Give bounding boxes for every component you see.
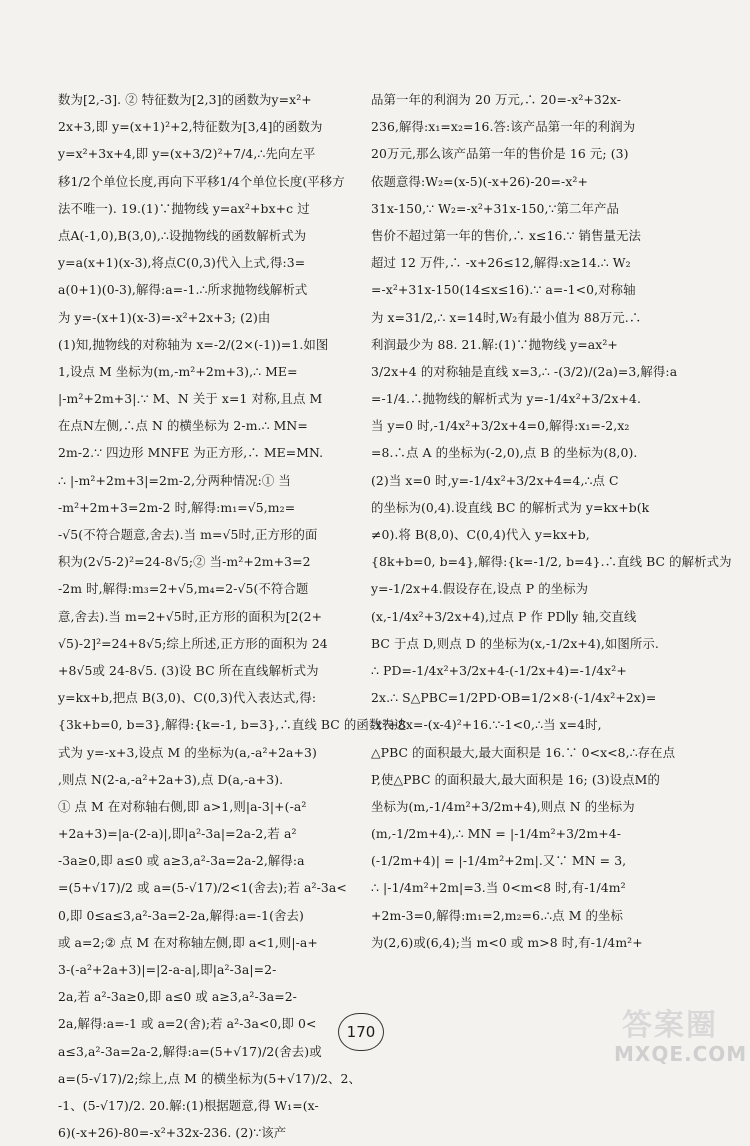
text-line: a≤3,a²-3a=2a-2,解得:a=(5+√17)/2(舍去)或 xyxy=(58,1043,322,1059)
text-line: 20万元,那么该产品第一年的售价是 16 元; (3) xyxy=(371,146,629,162)
text-line: 0,即 0≤a≤3,a²-3a=2-2a,解得:a=-1(舍去) xyxy=(58,907,304,923)
text-line: 的坐标为(0,4).设直线 BC 的解析式为 y=kx+b(k xyxy=(371,499,650,515)
text-line: 2x+3,即 y=(x+1)²+2,特征数为[3,4]的函数为 xyxy=(58,119,323,135)
text-line: -x²+8x=-(x-4)²+16.∵-1<0,∴当 x=4时, xyxy=(371,717,602,733)
text-line: 当 y=0 时,-1/4x²+3/2x+4=0,解得:x₁=-2,x₂ xyxy=(371,418,630,434)
text-line: (2)当 x=0 时,y=-1/4x²+3/2x+4=4,∴点 C xyxy=(371,472,619,488)
text-line: =-1/4.∴抛物线的解析式为 y=-1/4x²+3/2x+4. xyxy=(371,391,642,407)
text-line: 式为 y=-x+3,设点 M 的坐标为(a,-a²+2a+3) xyxy=(58,744,317,760)
watermark-logo xyxy=(600,1000,748,1070)
text-line: =-x²+31x-150(14≤x≤16).∵ a=-1<0,对称轴 xyxy=(371,282,636,298)
text-line: =8.∴点 A 的坐标为(-2,0),点 B 的坐标为(8,0). xyxy=(371,445,638,461)
text-line: ∴ |-m²+2m+3|=2m-2,分两种情况:① 当 xyxy=(58,472,291,488)
text-line: 数为[2,-3]. ② 特征数为[2,3]的函数为y=x²+ xyxy=(58,92,312,107)
text-line: 利润最少为 88. 21.解:(1)∵抛物线 y=ax²+ xyxy=(371,336,618,352)
text-line: =(5+√17)/2 或 a=(5-√17)/2<1(舍去);若 a²-3a< xyxy=(58,880,347,896)
text-line: 3-(-a²+2a+3)|=|2-a-a|,即|a²-3a|=2- xyxy=(58,962,277,977)
text-line: 坐标为(m,-1/4m²+3/2m+4),则点 N 的坐标为 xyxy=(371,798,635,814)
text-line: |-m²+2m+3|.∵ M、N 关于 x=1 对称,且点 M xyxy=(58,391,323,407)
text-line: √5)-2]²=24+8√5;综上所述,正方形的面积为 24 xyxy=(58,635,328,651)
text-line: 在点N左侧,∴点 N 的横坐标为 2-m.∴ MN= xyxy=(58,418,308,434)
text-line: (x,-1/4x²+3/2x+4),过点 P 作 PD∥y 轴,交直线 xyxy=(371,608,637,624)
text-line: 31x-150,∵ W₂=-x²+31x-150,∵第二年产品 xyxy=(371,200,619,216)
text-line: 2x.∴ S△PBC=1/2PD·OB=1/2×8·(-1/4x²+2x)= xyxy=(371,690,657,706)
text-line: ∴ PD=-1/4x²+3/2x+4-(-1/2x+4)=-1/4x²+ xyxy=(371,662,627,678)
text-line: a=(5-√17)/2;综上,点 M 的横坐标为(5+√17)/2、2、 xyxy=(58,1070,361,1086)
text-line: BC 于点 D,则点 D 的坐标为(x,-1/2x+4),如图所示. xyxy=(371,635,659,651)
text-line: (-1/2m+4)| = |-1/4m²+2m|.又∵ MN = 3, xyxy=(371,853,627,869)
text-line: +2a+3)=|a-(2-a)|,即|a²-3a|=2a-2,若 a² xyxy=(58,826,297,842)
text-line: 积为(2√5-2)²=24-8√5;② 当-m²+2m+3=2 xyxy=(58,554,311,570)
text-line: {8k+b=0, b=4},解得:{k=-1/2, b=4}.∴直线 BC 的解析式为 xyxy=(371,554,732,570)
text-line: 移1/2个单位长度,再向下平移1/4个单位长度(平移方 xyxy=(58,173,345,189)
text-line: ∴ |-1/4m²+2m|=3.当 0<m<8 时,有-1/4m² xyxy=(371,880,626,896)
text-line: y=x²+3x+4,即 y=(x+3/2)²+7/4,∴先向左平 xyxy=(58,146,316,162)
text-line: 2a,若 a²-3a≥0,即 a≤0 或 a≥3,a²-3a=2- xyxy=(58,989,297,1005)
watermark-text-bottom: MXQE.COM xyxy=(614,1042,748,1066)
text-line: 超过 12 万件,∴ -x+26≤12,解得:x≥14.∴ W₂ xyxy=(371,255,631,271)
right-column xyxy=(371,86,732,956)
text-line: a(0+1)(0-3),解得:a=-1.∴所求抛物线解析式 xyxy=(58,282,308,298)
text-line: -1、(5-√17)/2. 20.解:(1)根据题意,得 W₁=(x- xyxy=(58,1097,319,1113)
text-line: {3k+b=0, b=3},解得:{k=-1, b=3},∴直线 BC 的函数表达 xyxy=(58,717,407,733)
text-line: -3a≥0,即 a≤0 或 a≥3,a²-3a=2a-2,解得:a xyxy=(58,853,305,869)
text-line: 为(2,6)或(6,4);当 m<0 或 m>8 时,有-1/4m²+ xyxy=(371,934,643,950)
text-line: P,使△PBC 的面积最大,最大面积是 16; (3)设点M的 xyxy=(371,771,660,787)
text-line: ≠0).将 B(8,0)、C(0,4)代入 y=kx+b, xyxy=(371,527,590,542)
text-line: 售价不超过第一年的售价,∴ x≤16.∵ 销售量无法 xyxy=(371,227,642,243)
text-line: △PBC 的面积最大,最大面积是 16.∵ 0<x<8,∴存在点 xyxy=(371,744,676,760)
text-line: 1,设点 M 坐标为(m,-m²+2m+3),∴ ME= xyxy=(58,363,298,379)
page-number: 170 xyxy=(338,1013,384,1051)
text-line: 为 y=-(x+1)(x-3)=-x²+2x+3; (2)由 xyxy=(58,309,271,325)
watermark-text-top: 答案圈 xyxy=(622,1008,718,1043)
text-line: 236,解得:x₁=x₂=16.答:该产品第一年的利润为 xyxy=(371,119,636,135)
text-line: 2a,解得:a=-1 或 a=2(舍);若 a²-3a<0,即 0< xyxy=(58,1016,317,1032)
text-line: y=a(x+1)(x-3),将点C(0,3)代入上式,得:3= xyxy=(58,255,306,271)
text-line: (m,-1/2m+4),∴ MN = |-1/4m²+3/2m+4- xyxy=(371,826,621,842)
text-line: 品第一年的利润为 20 万元,∴ 20=-x²+32x- xyxy=(371,92,622,107)
text-line: 6)(-x+26)-80=-x²+32x-236. (2)∵该产 xyxy=(58,1125,287,1141)
text-line: 意,舍去).当 m=2+√5时,正方形的面积为[2(2+ xyxy=(58,608,323,624)
text-line: +2m-3=0,解得:m₁=2,m₂=6.∴点 M 的坐标 xyxy=(371,907,623,923)
text-line: 3/2x+4 的对称轴是直线 x=3,∴ -(3/2)/(2a)=3,解得:a xyxy=(371,363,678,379)
text-line: ,则点 N(2-a,-a²+2a+3),点 D(a,-a+3). xyxy=(58,771,284,787)
text-line: (1)知,抛物线的对称轴为 x=-2/(2×(-1))=1.如图 xyxy=(58,336,329,352)
text-line: ① 点 M 在对称轴右侧,即 a>1,则|a-3|+(-a² xyxy=(58,798,307,814)
text-line: 点A(-1,0),B(3,0),∴设抛物线的函数解析式为 xyxy=(58,227,307,243)
text-line: 法不唯一). 19.(1)∵抛物线 y=ax²+bx+c 过 xyxy=(58,200,310,216)
text-line: 2m-2.∵ 四边形 MNFE 为正方形,∴ ME=MN. xyxy=(58,445,324,461)
text-line: -m²+2m+3=2m-2 时,解得:m₁=√5,m₂= xyxy=(58,499,296,515)
text-line: +8√5或 24-8√5. (3)设 BC 所在直线解析式为 xyxy=(58,662,319,678)
text-line: -√5(不符合题意,舍去).当 m=√5时,正方形的面 xyxy=(58,527,318,542)
text-line: y=-1/2x+4.假设存在,设点 P 的坐标为 xyxy=(371,581,589,597)
text-line: 依题意得:W₂=(x-5)(-x+26)-20=-x²+ xyxy=(371,173,588,189)
text-line: -2m 时,解得:m₃=2+√5,m₄=2-√5(不符合题 xyxy=(58,581,309,597)
text-line: 为 x=31/2,∴ x=14时,W₂有最小值为 88万元.∴ xyxy=(371,309,642,325)
text-line: y=kx+b,把点 B(3,0)、C(0,3)代入表达式,得: xyxy=(58,690,317,706)
text-line: 或 a=2;② 点 M 在对称轴左侧,即 a<1,则|-a+ xyxy=(58,934,318,950)
